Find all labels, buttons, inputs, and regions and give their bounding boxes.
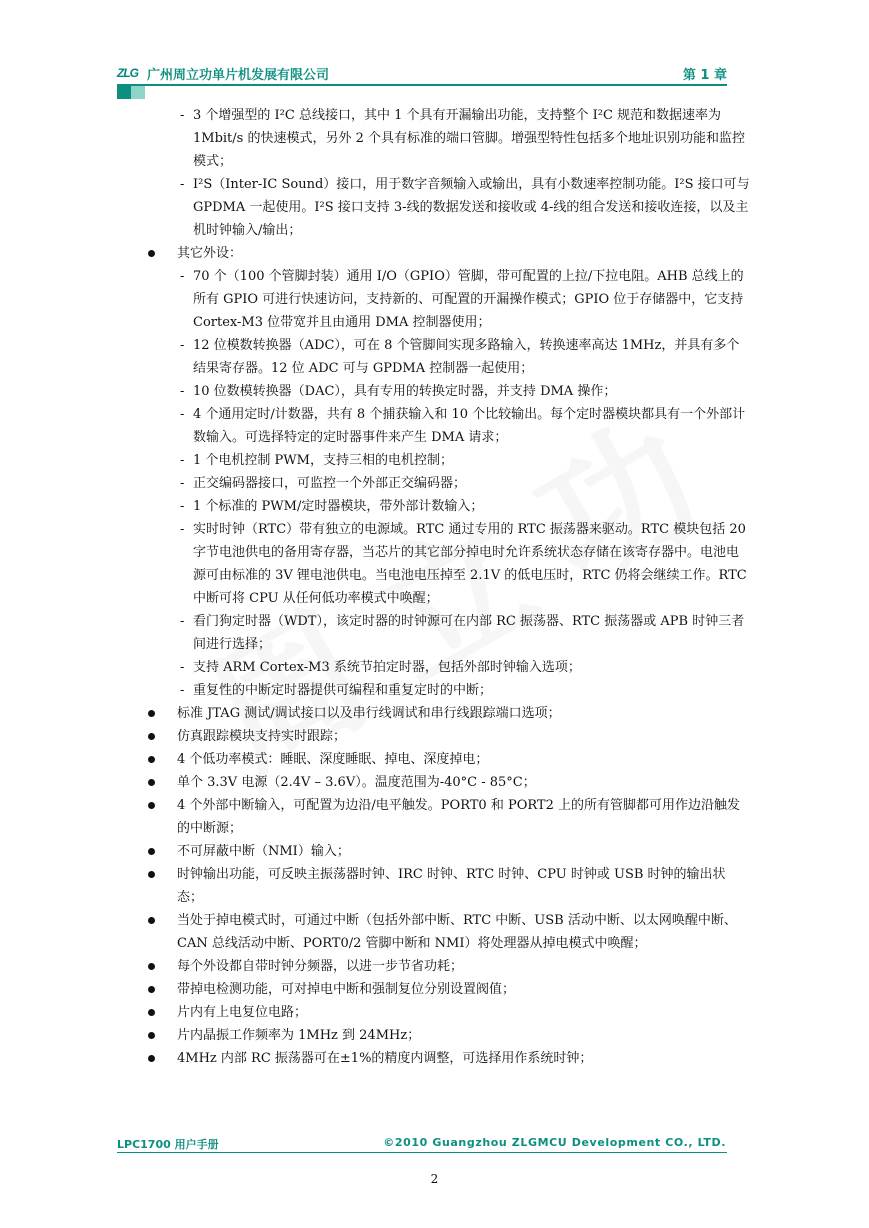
- list-item: 片内有上电复位电路；: [140, 1001, 750, 1024]
- list-item: 4 个低功率模式：睡眠、深度睡眠、掉电、深度掉电；: [140, 748, 750, 771]
- list-item: 仿真跟踪模块支持实时跟踪；: [140, 725, 750, 748]
- header-rule: [117, 84, 727, 86]
- footer-manual-title: LPC1700 用户手册: [117, 1138, 219, 1151]
- list-item: 带掉电检测功能，可对掉电中断和强制复位分别设置阀值；: [140, 978, 750, 1001]
- footer-copyright: ©2010 Guangzhou ZLGMCU Development CO., LTD.: [383, 1136, 726, 1149]
- list-item: 不可屏蔽中断（NMI）输入；: [140, 840, 750, 863]
- list-item: - 看门狗定时器（WDT），该定时器的时钟源可在内部 RC 振荡器、RTC 振荡器或 APB 时钟三者间进行选择；: [140, 610, 750, 656]
- list-item: 时钟输出功能，可反映主振荡器时钟、IRC 时钟、RTC 时钟、CPU 时钟或 USB 时钟的输出状态；: [140, 863, 750, 909]
- list-item: - 1 个电机控制 PWM，支持三相的电机控制；: [140, 449, 750, 472]
- list-item: - 重复性的中断定时器提供可编程和重复定时的中断；: [140, 679, 750, 702]
- list-item: - 支持 ARM Cortex-M3 系统节拍定时器，包括外部时钟输入选项；: [140, 656, 750, 679]
- list-item: - 12 位模数转换器（ADC），可在 8 个管脚间实现多路输入，转换速率高达 1MHz，并具有多个结果寄存器。12 位 ADC 可与 GPDMA 控制器一起使用；: [140, 334, 750, 380]
- list-item: 片内晶振工作频率为 1MHz 到 24MHz；: [140, 1024, 750, 1047]
- list-item: - 正交编码器接口，可监控一个外部正交编码器；: [140, 472, 750, 495]
- header-accent-block-light: [131, 86, 145, 99]
- list-item: 4 个外部中断输入，可配置为边沿/电平触发。PORT0 和 PORT2 上的所有管脚都可用作边沿触发的中断源；: [140, 794, 750, 840]
- list-item: 每个外设都自带时钟分频器，以进一步节省功耗；: [140, 955, 750, 978]
- header-accent-block: [117, 86, 131, 99]
- feature-list: [140, 104, 750, 1070]
- list-item: - 3 个增强型的 I²C 总线接口，其中 1 个具有开漏输出功能，支持整个 I²C 规范和数据速率为 1Mbit/s 的快速模式，另外 2 个具有标准的端口管脚。增强型特性包括多个地址识别功能和监控模式；: [140, 104, 750, 173]
- list-item: - 4 个通用定时/计数器，共有 8 个捕获输入和 10 个比较输出。每个定时器模块都具有一个外部计数输入。可选择特定的定时器事件来产生 DMA 请求；: [140, 403, 750, 449]
- list-item: - 10 位数模转换器（DAC），具有专用的转换定时器，并支持 DMA 操作；: [140, 380, 750, 403]
- list-item: - 实时时钟（RTC）带有独立的电源域。RTC 通过专用的 RTC 振荡器来驱动。RTC 模块包括 20 字节电池供电的备用寄存器，当芯片的其它部分掉电时允许系统状态存储在该寄存器中。电池电源可由标准的 3V 锂电池供电。当电池电压掉至 2.1V 的低电压时，RTC 仍将会继续工作。RTC 中断可将 CPU 从任何低功率模式中唤醒；: [140, 518, 750, 610]
- footer-rule: [117, 1152, 727, 1153]
- list-item: 其它外设：: [140, 242, 750, 265]
- list-item: - 70 个（100 个管脚封装）通用 I/O（GPIO）管脚，带可配置的上拉/下拉电阻。AHB 总线上的所有 GPIO 可进行快速访问，支持新的、可配置的开漏操作模式；GPIO 位于存储器中，它支持 Cortex-M3 位带宽并且由通用 DMA 控制器使用；: [140, 265, 750, 334]
- header-chapter: 第 1 章: [682, 68, 727, 83]
- company-logo: ZLG: [117, 66, 138, 80]
- list-item: 当处于掉电模式时，可通过中断（包括外部中断、RTC 中断、USB 活动中断、以太网唤醒中断、CAN 总线活动中断、PORT0/2 管脚中断和 NMI）将处理器从掉电模式中唤醒；: [140, 909, 750, 955]
- list-item: 单个 3.3V 电源（2.4V – 3.6V）。温度范围为-40°C - 85°C；: [140, 771, 750, 794]
- list-item: - I²S（Inter-IC Sound）接口，用于数字音频输入或输出，具有小数速率控制功能。I²S 接口可与 GPDMA 一起使用。I²S 接口支持 3-线的数据发送和接收或 4-线的组合发送和接收连接，以及主机时钟输入/输出；: [140, 173, 750, 242]
- list-item: 标准 JTAG 测试/调试接口以及串行线调试和串行线跟踪端口选项；: [140, 702, 750, 725]
- page-number: 2: [430, 1172, 439, 1186]
- header-company-name: 广州周立功单片机发展有限公司: [147, 68, 330, 83]
- list-item: - 1 个标准的 PWM/定时器模块，带外部计数输入；: [140, 495, 750, 518]
- list-item: 4MHz 内部 RC 振荡器可在±1%的精度内调整，可选择用作系统时钟；: [140, 1047, 750, 1070]
